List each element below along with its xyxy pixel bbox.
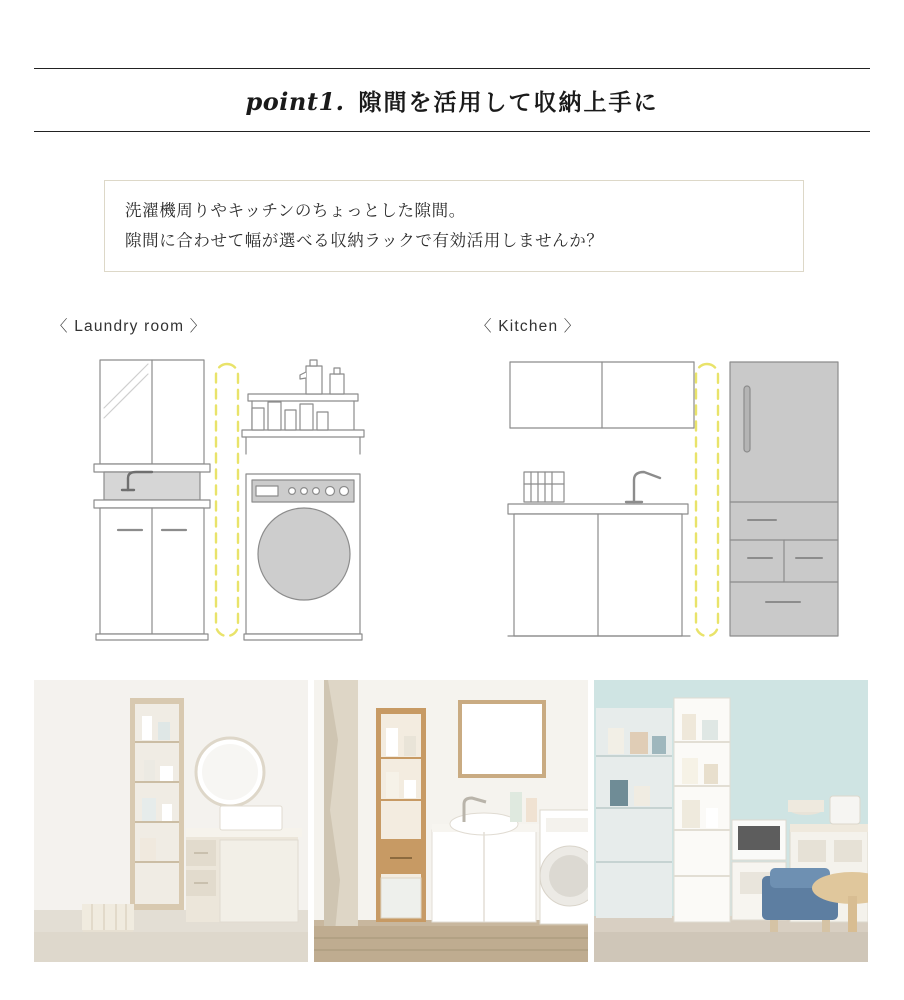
- laundry-mirror-cabinet: [100, 360, 204, 464]
- footer-space: [0, 962, 904, 1000]
- lead-line-2: 隙間に合わせて幅が選べる収納ラックで有効活用しませんか？: [125, 232, 604, 250]
- laundry-lower-cabinet: [96, 508, 208, 640]
- lead-box: [104, 180, 804, 272]
- caption-kitchen: 〈 Kitchen 〉: [476, 318, 581, 335]
- lead-line-1: 洗濯機周りやキッチンのちょっとした隙間。: [125, 202, 466, 220]
- laundry-counter-top: [94, 464, 210, 472]
- laundry-gap-highlight: [216, 364, 238, 636]
- laundry-lower-shelf: [242, 402, 364, 454]
- header-bottom-rule: [34, 131, 870, 132]
- kitchen-faucet: [626, 472, 660, 502]
- header: [34, 68, 870, 132]
- kitchen-counter: [508, 504, 690, 636]
- illustration-area: [0, 344, 904, 662]
- point-label: point1.: [245, 86, 345, 116]
- kitchen-refrigerator: [730, 362, 838, 636]
- kitchen-wall-cabinets: [510, 362, 694, 428]
- photo-strip: [34, 680, 870, 962]
- kitchen-dish-rack: [524, 472, 564, 502]
- laundry-basin: [104, 472, 200, 500]
- laundry-washing-machine: [244, 474, 362, 640]
- photo-kitchen-slim-rack: [594, 680, 868, 962]
- caption-laundry-room: 〈 Laundry room 〉: [52, 318, 207, 335]
- photo-washroom-slim-rack: [34, 680, 308, 962]
- kitchen-gap-highlight: [696, 364, 718, 636]
- photo-laundry-slim-rack: [314, 680, 588, 962]
- page-title: 隙間を活用して収納上手に: [358, 88, 659, 115]
- header-inner: [34, 69, 870, 131]
